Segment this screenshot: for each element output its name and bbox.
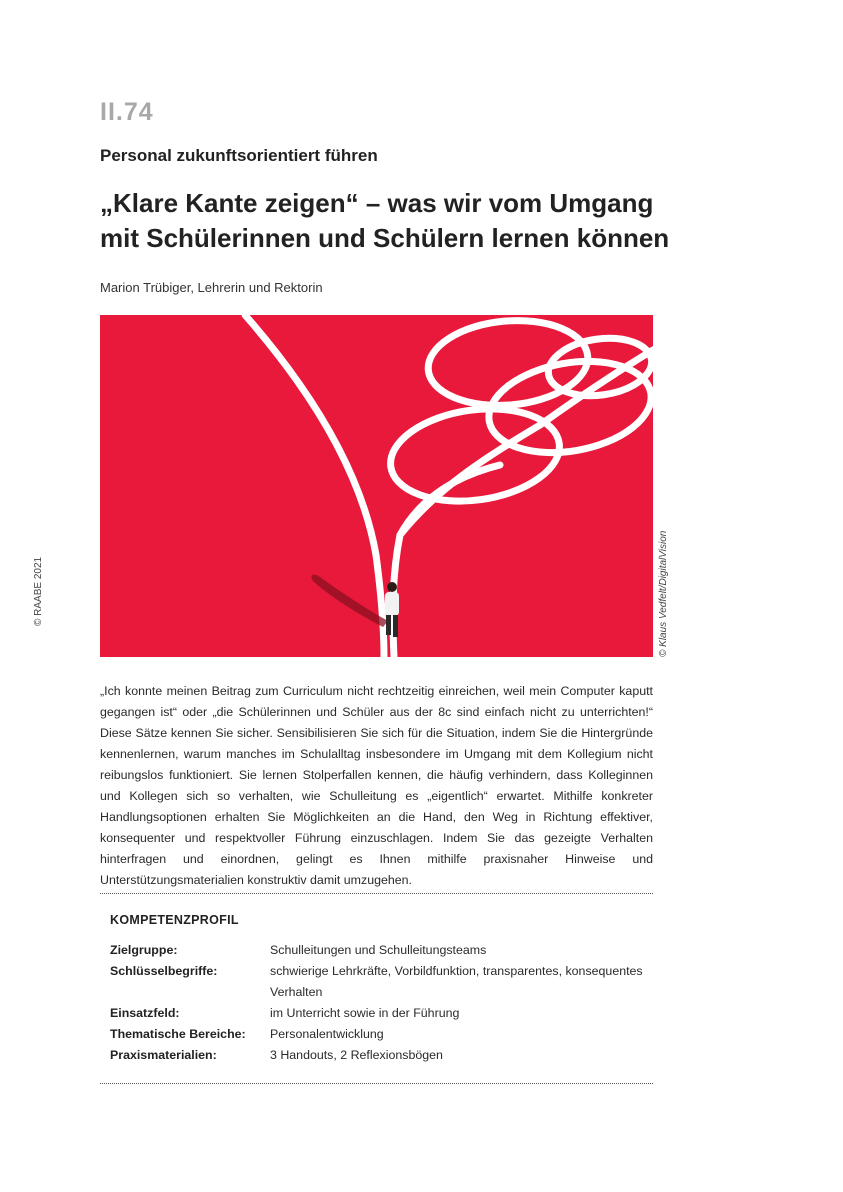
- person-leg-left: [386, 615, 391, 635]
- label-einsatzfeld: Einsatzfeld:: [110, 1006, 180, 1020]
- section-title: Personal zukunftsorientiert führen: [100, 146, 378, 165]
- label-zielgruppe: Zielgruppe:: [110, 943, 178, 957]
- person-leg-right: [393, 615, 398, 637]
- copyright-notice: © RAABE 2021: [33, 556, 44, 626]
- value-thematische-bereiche: Personalentwicklung: [270, 1027, 384, 1041]
- photo-credit: © Klaus Vedfelt/DigitalVision: [658, 530, 669, 657]
- value-schluesselbegriffe: schwierige Lehrkräfte, Vorbildfunktion, transparentes, konsequentes Verhalten: [270, 964, 643, 999]
- chapter-number: II.74: [100, 98, 154, 126]
- kompetenzprofil-heading: KOMPETENZPROFIL: [110, 913, 239, 927]
- title-line-1: „Klare Kante zeigen“ – was wir vom Umgang: [100, 188, 654, 218]
- divider-bottom: [100, 1083, 653, 1084]
- person-body: [385, 592, 399, 616]
- hero-image: [100, 315, 653, 657]
- value-einsatzfeld: im Unterricht sowie in der Führung: [270, 1006, 460, 1020]
- title-line-2: mit Schülerinnen und Schülern lernen können: [100, 223, 670, 253]
- label-praxismaterialien: Praxismaterialien:: [110, 1048, 217, 1062]
- value-praxismaterialien: 3 Handouts, 2 Reflexionsbögen: [270, 1048, 443, 1062]
- value-zielgruppe: Schulleitungen und Schulleitungsteams: [270, 943, 487, 957]
- label-schluesselbegriffe: Schlüsselbegriffe:: [110, 964, 218, 978]
- author-line: Marion Trübiger, Lehrerin und Rektorin: [100, 280, 323, 295]
- label-thematische-bereiche: Thematische Bereiche:: [110, 1027, 246, 1041]
- hero-background: [100, 315, 653, 657]
- divider-top: [100, 893, 653, 894]
- intro-paragraph: „Ich konnte meinen Beitrag zum Curriculum nicht rechtzeitig einreichen, weil mein Computer kaputt gegangen ist“ oder „die Schülerinnen und Schüler aus der 8c sind einfach nicht zu unterrichten!“ Diese Sätze kennen Sie sicher. Sensibilisieren Sie sich für die Situation, indem Sie die Hintergründe kennenlernen, warum manches im Schulalltag insbesondere im Umgang mit dem Kollegium nicht reibungslos funktioniert. Sie lernen Stolperfallen kennen, die häufig verhindern, dass Kolleginnen und Kollegen sich so verhalten, wie Schulleitung es „eigentlich“ erwartet. Mithilfe konkreter Handlungsoptionen erhalten Sie Möglichkeiten an die Hand, den Weg in Richtung effektiver, konsequenter und respektvoller Führung einzuschlagen. Indem Sie das gezeigte Verhalten hinterfragen und einordnen, gelingt es Ihnen mithilfe praxisnaher Hinweise und Unterstützungsmaterialien konstruktiv damit umzugehen.: [100, 684, 653, 887]
- hero-illustration: [100, 315, 653, 657]
- person-head: [387, 582, 397, 592]
- page-title: [100, 186, 720, 256]
